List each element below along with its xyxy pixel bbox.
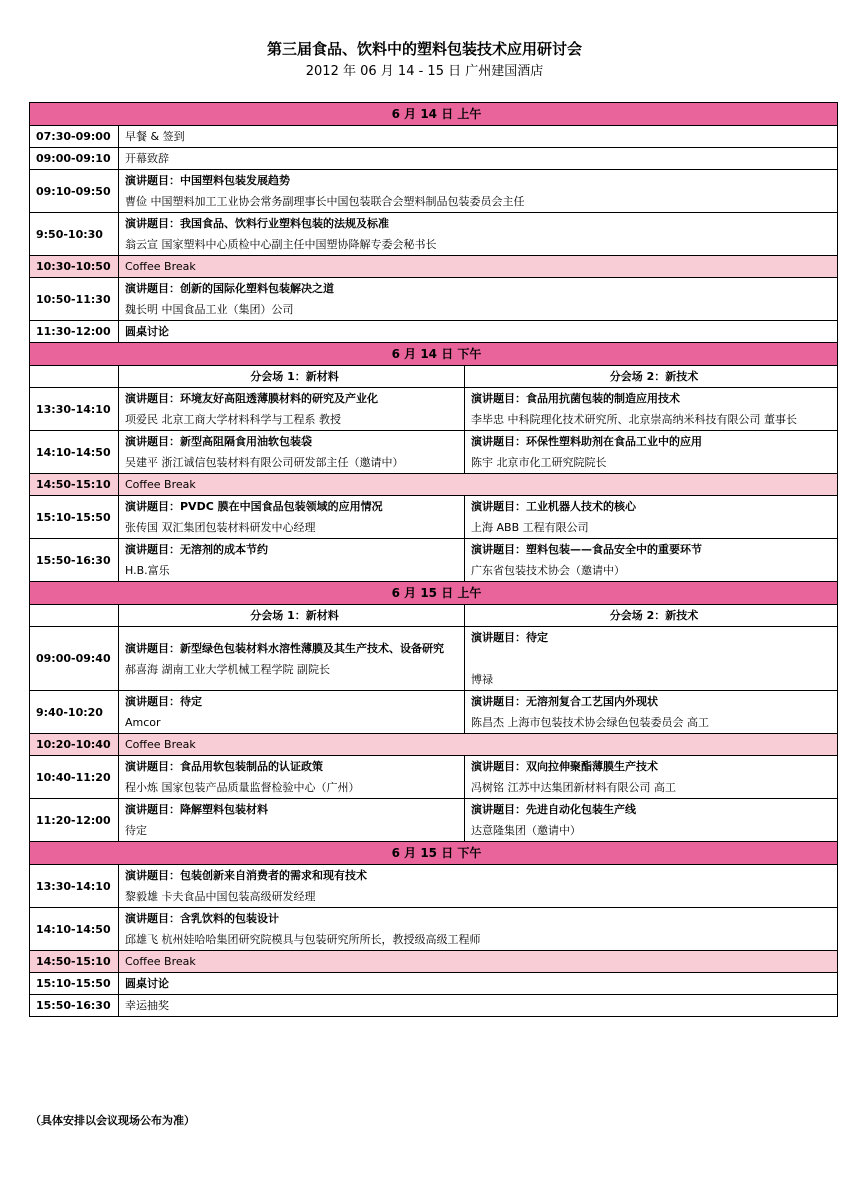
talk-title: 演讲题目：无溶剂复合工艺国内外现状 — [471, 695, 658, 708]
time-cell: 10:40-11:20 — [30, 756, 119, 799]
table-row — [30, 908, 838, 951]
talk-title: 演讲题目：包装创新来自消费者的需求和现有技术 — [125, 869, 367, 882]
speaker: 张传国 双汇集团包装材料研发中心经理 — [125, 521, 316, 534]
track-1-label: 分会场 1：新材料 — [119, 605, 465, 627]
table-row — [30, 213, 838, 256]
session-cell — [119, 213, 838, 256]
talk-title: 演讲题目：降解塑料包装材料 — [125, 803, 268, 816]
section-header: 6 月 15 日 下午 — [30, 842, 838, 865]
speaker: 吴建平 浙江诚信包装材料有限公司研发部主任（邀请中） — [125, 456, 404, 469]
time-cell: 14:10-14:50 — [30, 431, 119, 474]
talk-title: 演讲题目：我国食品、饮料行业塑料包装的法规及标准 — [125, 217, 389, 230]
speaker: H.B.富乐 — [125, 564, 170, 577]
table-row — [30, 388, 838, 431]
schedule-table — [29, 102, 838, 1017]
time-cell-empty — [30, 366, 119, 388]
table-row — [30, 865, 838, 908]
track-1-cell — [119, 627, 465, 691]
time-cell: 10:50-11:30 — [30, 278, 119, 321]
talk-title: 演讲题目：PVDC 膜在中国食品包装领域的应用情况 — [125, 500, 383, 513]
page-subtitle: 2012 年 06 月 14 - 15 日 广州建国酒店 — [305, 64, 544, 79]
track-1-cell — [119, 799, 465, 842]
table-row — [30, 496, 838, 539]
talk-title: 演讲题目：食品用软包装制品的认证政策 — [125, 760, 323, 773]
table-row — [30, 995, 838, 1017]
track-2-cell — [465, 691, 838, 734]
speaker: 陈宇 北京市化工研究院院长 — [471, 456, 607, 469]
talk-title: 演讲题目：先进自动化包装生产线 — [471, 803, 636, 816]
session-text: 开幕致辞 — [119, 148, 838, 170]
track-1-cell — [119, 431, 465, 474]
session-cell — [119, 865, 838, 908]
session-cell — [119, 278, 838, 321]
speaker: 黎毅雄 卡夫食品中国包装高级研发经理 — [125, 890, 316, 903]
time-cell: 15:50-16:30 — [30, 995, 119, 1017]
session-text: 幸运抽奖 — [119, 995, 838, 1017]
speaker: 曹俭 中国塑料加工工业协会常务副理事长中国包装联合会塑料制品包装委员会主任 — [125, 195, 525, 208]
time-cell: 9:40-10:20 — [30, 691, 119, 734]
time-cell: 13:30-14:10 — [30, 388, 119, 431]
speaker: 博禄 — [471, 673, 493, 686]
time-cell: 11:30-12:00 — [30, 321, 119, 343]
table-row — [30, 126, 838, 148]
talk-title: 演讲题目：环保性塑料助剂在食品工业中的应用 — [471, 435, 702, 448]
time-cell: 13:30-14:10 — [30, 865, 119, 908]
time-cell: 09:10-09:50 — [30, 170, 119, 213]
session-text: Coffee Break — [119, 951, 838, 973]
track-2-cell — [465, 627, 838, 691]
table-row — [30, 148, 838, 170]
talk-title: 演讲题目：待定 — [471, 631, 548, 644]
track-2-cell — [465, 799, 838, 842]
talk-title: 演讲题目：食品用抗菌包装的制造应用技术 — [471, 392, 680, 405]
time-cell: 14:50-15:10 — [30, 951, 119, 973]
table-row — [30, 756, 838, 799]
section-header: 6 月 15 日 上午 — [30, 582, 838, 605]
track-2-cell — [465, 756, 838, 799]
session-cell — [119, 170, 838, 213]
talk-title: 演讲题目：新型绿色包装材料水溶性薄膜及其生产技术、设备研究 — [125, 641, 444, 655]
speaker: 达意隆集团（邀请中） — [471, 824, 581, 837]
coffee-break-row — [30, 474, 838, 496]
table-row — [30, 691, 838, 734]
track-1-cell — [119, 756, 465, 799]
talk-title: 演讲题目：创新的国际化塑料包装解决之道 — [125, 282, 334, 295]
table-row — [30, 539, 838, 582]
time-cell: 07:30-09:00 — [30, 126, 119, 148]
time-cell-empty — [30, 605, 119, 627]
track-2-cell — [465, 388, 838, 431]
table-row — [30, 170, 838, 213]
track-2-cell — [465, 431, 838, 474]
track-header-row — [30, 366, 838, 388]
table-row — [30, 799, 838, 842]
talk-title: 演讲题目：塑料包装——食品安全中的重要环节 — [471, 543, 702, 556]
track-1-cell — [119, 539, 465, 582]
table-row — [30, 431, 838, 474]
track-1-label: 分会场 1：新材料 — [119, 366, 465, 388]
table-row — [30, 321, 838, 343]
time-cell: 15:50-16:30 — [30, 539, 119, 582]
time-cell: 9:50-10:30 — [30, 213, 119, 256]
table-row — [30, 627, 838, 691]
speaker: 程小炼 国家包装产品质量监督检验中心（广州） — [125, 781, 360, 794]
talk-title: 演讲题目：新型高阻隔食用油软包装袋 — [125, 435, 312, 448]
session-text: 圆桌讨论 — [119, 321, 838, 343]
time-cell: 09:00-09:40 — [30, 627, 119, 691]
session-cell — [119, 908, 838, 951]
track-header-row — [30, 605, 838, 627]
talk-title: 演讲题目：环境友好高阻透薄膜材料的研究及产业化 — [125, 392, 378, 405]
page-title: 第三届食品、饮料中的塑料包装技术应用研讨会 — [266, 40, 582, 58]
coffee-break-row — [30, 734, 838, 756]
coffee-break-row — [30, 256, 838, 278]
footnote: （具体安排以会议现场公布为准） — [30, 1114, 195, 1127]
track-2-cell — [465, 496, 838, 539]
session-text: Coffee Break — [119, 256, 838, 278]
speaker: 冯树铭 江苏中达集团新材料有限公司 高工 — [471, 781, 676, 794]
speaker: Amcor — [125, 716, 161, 729]
track-2-cell — [465, 539, 838, 582]
talk-title: 演讲题目：待定 — [125, 695, 202, 708]
time-cell: 14:50-15:10 — [30, 474, 119, 496]
talk-title: 演讲题目：双向拉伸聚酯薄膜生产技术 — [471, 760, 658, 773]
section-header: 6 月 14 日 上午 — [30, 103, 838, 126]
session-text: Coffee Break — [119, 734, 838, 756]
time-cell: 11:20-12:00 — [30, 799, 119, 842]
session-text: Coffee Break — [119, 474, 838, 496]
time-cell: 14:10-14:50 — [30, 908, 119, 951]
table-row — [30, 973, 838, 995]
time-cell: 15:10-15:50 — [30, 973, 119, 995]
section-header: 6 月 14 日 下午 — [30, 343, 838, 366]
time-cell: 10:30-10:50 — [30, 256, 119, 278]
track-1-cell — [119, 388, 465, 431]
talk-title: 演讲题目：无溶剂的成本节约 — [125, 543, 268, 556]
speaker: 李毕忠 中科院理化技术研究所、北京崇高纳米科技有限公司 董事长 — [471, 413, 797, 426]
session-text: 圆桌讨论 — [119, 973, 838, 995]
speaker: 翁云宣 国家塑料中心质检中心副主任中国塑协降解专委会秘书长 — [125, 238, 437, 251]
speaker: 郝喜海 湖南工业大学机械工程学院 副院长 — [125, 662, 330, 676]
track-1-cell — [119, 691, 465, 734]
track-2-label: 分会场 2：新技术 — [465, 366, 838, 388]
speaker: 项爱民 北京工商大学材料科学与工程系 教授 — [125, 413, 341, 426]
time-cell: 10:20-10:40 — [30, 734, 119, 756]
talk-title: 演讲题目：工业机器人技术的核心 — [471, 500, 636, 513]
speaker: 广东省包装技术协会（邀请中） — [471, 564, 625, 577]
speaker: 魏长明 中国食品工业（集团）公司 — [125, 303, 294, 316]
talk-title: 演讲题目：中国塑料包装发展趋势 — [125, 174, 290, 187]
speaker: 上海 ABB 工程有限公司 — [471, 521, 589, 534]
session-text: 早餐 & 签到 — [119, 126, 838, 148]
speaker: 陈昌杰 上海市包装技术协会绿色包装委员会 高工 — [471, 716, 709, 729]
talk-title: 演讲题目：含乳饮料的包装设计 — [125, 912, 279, 925]
time-cell: 15:10-15:50 — [30, 496, 119, 539]
track-1-cell — [119, 496, 465, 539]
table-row — [30, 278, 838, 321]
speaker: 待定 — [125, 824, 147, 837]
coffee-break-row — [30, 951, 838, 973]
time-cell: 09:00-09:10 — [30, 148, 119, 170]
speaker: 邱雄飞 杭州娃哈哈集团研究院模具与包装研究所所长，教授级高级工程师 — [125, 933, 481, 946]
track-2-label: 分会场 2：新技术 — [465, 605, 838, 627]
